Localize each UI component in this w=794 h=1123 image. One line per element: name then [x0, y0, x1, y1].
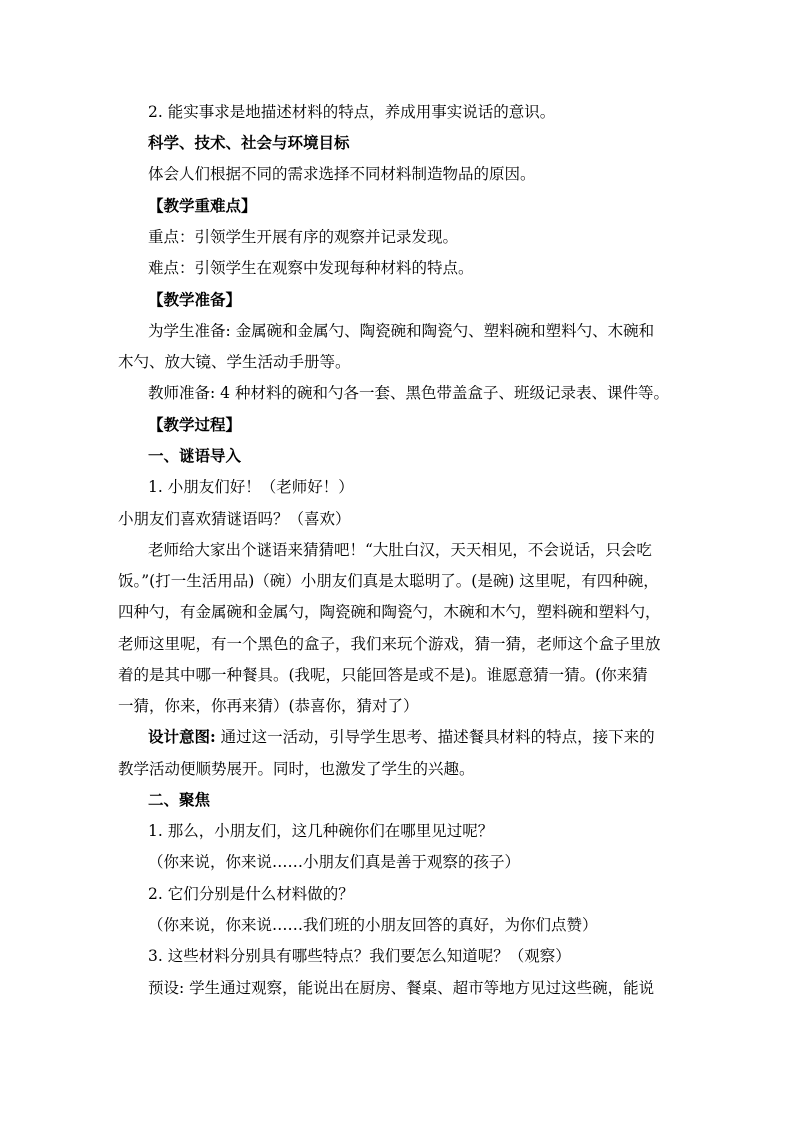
riddle-paragraph-line-3: 四种勺，有金属碗和金属勺，陶瓷碗和陶瓷勺，木碗和木勺，塑料碗和塑料勺， [118, 603, 661, 621]
riddle-paragraph-line-2: 饭。”(打一生活用品)（碗）小朋友们真是太聪明了。(是碗) 这里呢，有四种碗， [118, 572, 659, 590]
teacher-prep-text: 教师准备: 4 种材料的碗和勺各一套、黑色带盖盒子、班级记录表、课件等。 [148, 384, 669, 402]
heading-process: 【教学过程】 [148, 415, 242, 434]
focus-answer-2: （你来说，你来说……我们班的小朋友回答的真好，为你们点赞） [148, 916, 598, 934]
heading-key-points: 【教学重难点】 [148, 196, 257, 215]
riddle-paragraph-line-5: 着的是其中哪一种餐具。(我呢，只能回答是或不是)。谁愿意猜一猜。(你来猜 [118, 666, 648, 684]
riddle-paragraph-line-4: 老师这里呢，有一个黑色的盒子，我们来玩个游戏，猜一猜，老师这个盒子里放 [118, 635, 661, 653]
sts-goal-text: 体会人们根据不同的需求选择不同材料制造物品的原因。 [148, 165, 536, 183]
key-point-text: 重点：引领学生开展有序的观察并记录发现。 [148, 228, 459, 246]
design-intent-line-2: 教学活动便顺势展开。同时，也激发了学生的兴趣。 [118, 760, 475, 778]
design-intent-text: 通过这一活动，引导学生思考、描述餐具材料的特点，接下来的 [220, 728, 655, 746]
goal-item-2: 2. 能实事求是地描述材料的特点，养成用事实说话的意识。 [148, 103, 556, 121]
difficult-point-text: 难点：引领学生在观察中发现每种材料的特点。 [148, 259, 474, 277]
heading-sts-goals: 科学、技术、社会与环境目标 [148, 133, 350, 152]
focus-question-3: 3. 这些材料分别具有哪些特点？我们要怎么知道呢？（观察） [148, 947, 571, 965]
focus-question-1: 1. 那么，小朋友们，这几种碗你们在哪里见过呢？ [148, 822, 494, 840]
design-intent-line-1 [148, 727, 678, 747]
student-prep-line-2: 木勺、放大镜、学生活动手册等。 [118, 353, 351, 371]
riddle-paragraph-line-1: 老师给大家出个谜语来猜猜吧！“大肚白汉，天天相见，不会说话，只会吃 [148, 541, 652, 559]
student-prep-line-1: 为学生准备: 金属碗和金属勺、陶瓷碗和陶瓷勺、塑料碗和塑料勺、木碗和 [148, 322, 655, 340]
riddle-paragraph-line-6: 一猜，你来，你再来猜）(恭喜你，猜对了） [118, 697, 419, 715]
focus-question-2: 2. 它们分别是什么材料做的？ [148, 885, 354, 903]
greeting-line: 1. 小朋友们好！（老师好！） [148, 478, 354, 496]
design-intent-label: 设计意图: [148, 727, 216, 746]
heading-preparation: 【教学准备】 [148, 290, 242, 309]
heading-focus: 二、聚焦 [148, 790, 211, 809]
prediction-line: 预设: 学生通过观察，能说出在厨房、餐桌、超市等地方见过这些碗，能说 [148, 979, 655, 997]
heading-riddle-intro: 一、谜语导入 [148, 446, 242, 465]
riddle-question-line: 小朋友们喜欢猜谜语吗？（喜欢） [118, 510, 351, 528]
focus-answer-1: （你来说，你来说……小朋友们真是善于观察的孩子） [148, 853, 521, 871]
